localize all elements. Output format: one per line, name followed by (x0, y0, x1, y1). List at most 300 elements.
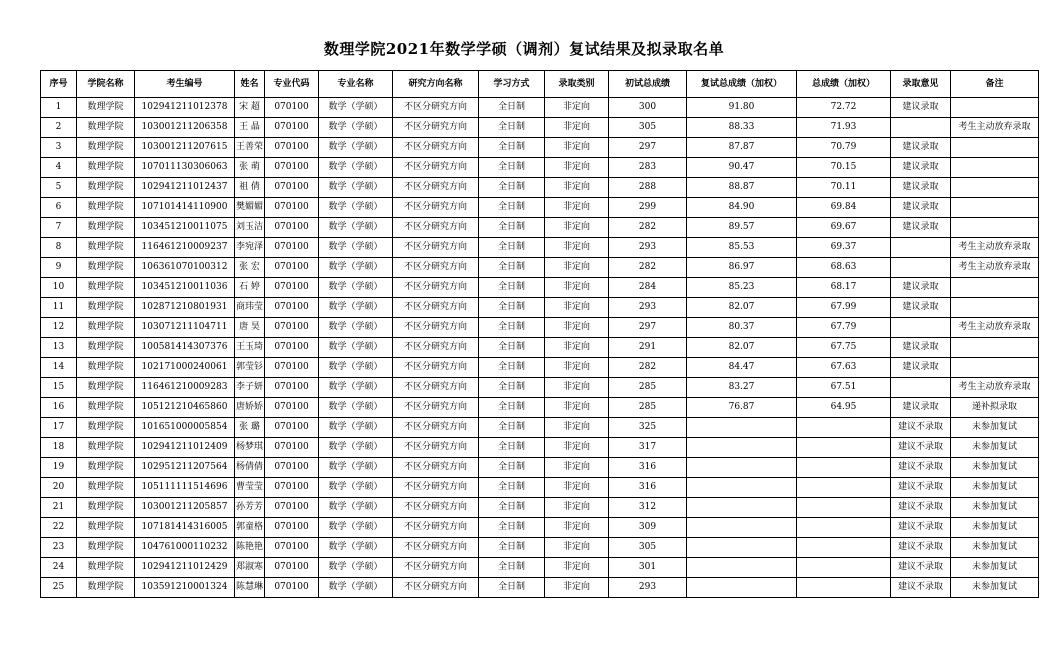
table-cell: 070100 (265, 558, 319, 578)
table-cell: 数学（学硕） (319, 238, 393, 258)
table-cell: 数理学院 (77, 338, 135, 358)
column-header: 初试总成绩 (609, 71, 687, 98)
table-cell: 不区分研究方向 (393, 258, 479, 278)
table-cell: 72.72 (797, 98, 891, 118)
table-cell: 全日制 (479, 478, 545, 498)
table-cell: 张 萌 (235, 158, 265, 178)
table-cell: 不区分研究方向 (393, 178, 479, 198)
table-cell: 未参加复试 (951, 498, 1039, 518)
column-header: 研究方向名称 (393, 71, 479, 98)
table-cell: 数理学院 (77, 518, 135, 538)
table-cell: 未参加复试 (951, 578, 1039, 598)
table-cell: 数学（学硕） (319, 338, 393, 358)
table-cell: 070100 (265, 458, 319, 478)
table-cell: 67.51 (797, 378, 891, 398)
table-cell: 非定向 (545, 498, 609, 518)
table-cell (797, 518, 891, 538)
table-cell: 全日制 (479, 458, 545, 478)
table-cell (687, 478, 797, 498)
table-cell: 全日制 (479, 238, 545, 258)
table-cell: 全日制 (479, 498, 545, 518)
table-cell: 数理学院 (77, 438, 135, 458)
table-cell: 全日制 (479, 378, 545, 398)
table-cell: 数理学院 (77, 278, 135, 298)
table-cell: 102951211207564 (135, 458, 235, 478)
table-cell: 不区分研究方向 (393, 138, 479, 158)
table-cell: 070100 (265, 498, 319, 518)
table-cell: 不区分研究方向 (393, 298, 479, 318)
table-cell (891, 238, 951, 258)
table-cell: 数学（学硕） (319, 458, 393, 478)
table-cell: 070100 (265, 98, 319, 118)
table-cell: 未参加复试 (951, 558, 1039, 578)
table-cell: 不区分研究方向 (393, 438, 479, 458)
table-cell: 291 (609, 338, 687, 358)
table-cell: 297 (609, 138, 687, 158)
table-cell: 103451210011036 (135, 278, 235, 298)
table-cell: 郭莹钐 (235, 358, 265, 378)
table-cell: 全日制 (479, 258, 545, 278)
table-cell (797, 538, 891, 558)
table-cell: 建议录取 (891, 358, 951, 378)
column-header: 学习方式 (479, 71, 545, 98)
table-cell: 317 (609, 438, 687, 458)
table-cell: 建议不录取 (891, 518, 951, 538)
table-cell: 21 (41, 498, 77, 518)
table-cell: 100581414307376 (135, 338, 235, 358)
table-cell: 数理学院 (77, 358, 135, 378)
column-header: 姓名 (235, 71, 265, 98)
table-cell: 考生主动放弃录取 (951, 238, 1039, 258)
table-cell: 070100 (265, 478, 319, 498)
table-cell: 8 (41, 238, 77, 258)
table-cell: 不区分研究方向 (393, 478, 479, 498)
table-cell: 唐 昊 (235, 318, 265, 338)
table-cell: 数学（学硕） (319, 378, 393, 398)
table-cell: 293 (609, 298, 687, 318)
table-cell: 不区分研究方向 (393, 278, 479, 298)
table-cell: 25 (41, 578, 77, 598)
table-row (41, 238, 1039, 258)
column-header: 专业名称 (319, 71, 393, 98)
table-cell (797, 558, 891, 578)
table-cell: 考生主动放弃录取 (951, 258, 1039, 278)
table-cell: 数理学院 (77, 458, 135, 478)
table-cell: 106361070100312 (135, 258, 235, 278)
table-cell: 未参加复试 (951, 538, 1039, 558)
table-cell: 非定向 (545, 278, 609, 298)
table-cell: 非定向 (545, 118, 609, 138)
table-cell: 107101414110900 (135, 198, 235, 218)
table-cell: 数学（学硕） (319, 138, 393, 158)
table-cell: 祖 倩 (235, 178, 265, 198)
table-cell: 70.15 (797, 158, 891, 178)
table-cell: 107011130306063 (135, 158, 235, 178)
table-cell: 全日制 (479, 218, 545, 238)
admission-table (40, 70, 1039, 598)
table-cell: 19 (41, 458, 77, 478)
column-header: 学院名称 (77, 71, 135, 98)
table-cell: 070100 (265, 538, 319, 558)
table-cell: 数学（学硕） (319, 558, 393, 578)
table-cell: 2 (41, 118, 77, 138)
table-cell: 陈慧琳 (235, 578, 265, 598)
table-cell: 全日制 (479, 578, 545, 598)
table-cell: 非定向 (545, 318, 609, 338)
table-cell: 建议录取 (891, 198, 951, 218)
table-cell: 4 (41, 158, 77, 178)
table-cell: 不区分研究方向 (393, 518, 479, 538)
table-cell (951, 178, 1039, 198)
table-cell: 64.95 (797, 398, 891, 418)
table-cell: 数学（学硕） (319, 318, 393, 338)
table-cell: 建议录取 (891, 338, 951, 358)
table-cell: 数理学院 (77, 538, 135, 558)
table-cell (951, 358, 1039, 378)
table-cell: 数学（学硕） (319, 498, 393, 518)
table-cell (687, 578, 797, 598)
table-cell: 102871210801931 (135, 298, 235, 318)
table-cell: 102941211012437 (135, 178, 235, 198)
table-cell: 102941211012378 (135, 98, 235, 118)
table-cell: 非定向 (545, 358, 609, 378)
table-cell: 王玉琦 (235, 338, 265, 358)
table-cell: 非定向 (545, 198, 609, 218)
column-header: 复试总成绩（加权） (687, 71, 797, 98)
table-cell (687, 518, 797, 538)
table-cell: 数学（学硕） (319, 118, 393, 138)
table-cell: 14 (41, 358, 77, 378)
table-cell: 未参加复试 (951, 458, 1039, 478)
table-cell (797, 438, 891, 458)
table-cell: 刘玉洁 (235, 218, 265, 238)
table-cell: 数学（学硕） (319, 438, 393, 458)
table-cell: 全日制 (479, 538, 545, 558)
table-cell: 76.87 (687, 398, 797, 418)
table-cell: 数理学院 (77, 198, 135, 218)
table-cell: 全日制 (479, 198, 545, 218)
table-cell: 297 (609, 318, 687, 338)
table-cell: 070100 (265, 258, 319, 278)
table-cell: 非定向 (545, 558, 609, 578)
table-cell: 070100 (265, 578, 319, 598)
table-cell: 300 (609, 98, 687, 118)
table-cell: 82.07 (687, 338, 797, 358)
table-cell: 85.53 (687, 238, 797, 258)
table-cell: 建议录取 (891, 298, 951, 318)
table-cell: 305 (609, 118, 687, 138)
table-cell: 杨梦琪 (235, 438, 265, 458)
table-cell: 郭童格 (235, 518, 265, 538)
table-cell: 数理学院 (77, 258, 135, 278)
table-cell: 不区分研究方向 (393, 318, 479, 338)
table-cell (951, 218, 1039, 238)
table-cell: 312 (609, 498, 687, 518)
table-cell: 不区分研究方向 (393, 98, 479, 118)
table-cell: 建议录取 (891, 158, 951, 178)
table-row (41, 198, 1039, 218)
table-cell: 杨倩倩 (235, 458, 265, 478)
table-cell: 数学（学硕） (319, 298, 393, 318)
table-cell: 102941211012429 (135, 558, 235, 578)
table-cell: 285 (609, 378, 687, 398)
table-cell: 建议录取 (891, 98, 951, 118)
document-title: 数理学院2021年数学学硕（调剂）复试结果及拟录取名单 (323, 40, 725, 58)
table-cell: 070100 (265, 398, 319, 418)
table-row (41, 418, 1039, 438)
table-cell: 283 (609, 158, 687, 178)
table-cell: 305 (609, 538, 687, 558)
table-cell (951, 198, 1039, 218)
table-header-row (41, 71, 1039, 98)
table-cell: 全日制 (479, 298, 545, 318)
table-cell (797, 498, 891, 518)
table-cell: 6 (41, 198, 77, 218)
table-cell: 李子妍 (235, 378, 265, 398)
table-cell: 288 (609, 178, 687, 198)
table-cell: 不区分研究方向 (393, 218, 479, 238)
table-cell: 69.37 (797, 238, 891, 258)
table-row (41, 298, 1039, 318)
table-cell: 070100 (265, 158, 319, 178)
table-cell: 王 晶 (235, 118, 265, 138)
table-cell: 不区分研究方向 (393, 358, 479, 378)
table-cell: 全日制 (479, 358, 545, 378)
column-header: 考生编号 (135, 71, 235, 98)
table-cell: 23 (41, 538, 77, 558)
table-cell: 10 (41, 278, 77, 298)
table-cell: 不区分研究方向 (393, 158, 479, 178)
table-cell: 84.47 (687, 358, 797, 378)
table-cell: 数学（学硕） (319, 538, 393, 558)
table-cell: 全日制 (479, 318, 545, 338)
table-cell (891, 378, 951, 398)
table-cell: 89.57 (687, 218, 797, 238)
table-row (41, 478, 1039, 498)
table-cell: 数理学院 (77, 178, 135, 198)
table-cell: 全日制 (479, 178, 545, 198)
table-cell: 建议录取 (891, 218, 951, 238)
table-cell: 数理学院 (77, 158, 135, 178)
table-cell: 张 宏 (235, 258, 265, 278)
table-cell: 全日制 (479, 558, 545, 578)
table-cell: 070100 (265, 298, 319, 318)
table-cell: 陈艳艳 (235, 538, 265, 558)
table-cell: 唐娇娇 (235, 398, 265, 418)
table-cell: 张 璐 (235, 418, 265, 438)
table-cell: 数理学院 (77, 318, 135, 338)
table-cell: 建议录取 (891, 398, 951, 418)
table-row (41, 338, 1039, 358)
table-row (41, 498, 1039, 518)
table-cell: 102941211012409 (135, 438, 235, 458)
table-cell (687, 438, 797, 458)
table-cell: 数学（学硕） (319, 578, 393, 598)
table-cell (951, 338, 1039, 358)
table-body (41, 98, 1039, 598)
table-cell: 非定向 (545, 398, 609, 418)
table-cell: 非定向 (545, 518, 609, 538)
table-cell: 建议录取 (891, 138, 951, 158)
table-cell: 不区分研究方向 (393, 378, 479, 398)
table-cell: 不区分研究方向 (393, 538, 479, 558)
table-cell: 建议不录取 (891, 538, 951, 558)
table-cell: 全日制 (479, 518, 545, 538)
table-cell: 116461210009283 (135, 378, 235, 398)
table-cell: 293 (609, 238, 687, 258)
table-cell: 3 (41, 138, 77, 158)
table-cell: 103001211206358 (135, 118, 235, 138)
table-cell: 非定向 (545, 458, 609, 478)
table-cell: 070100 (265, 178, 319, 198)
table-cell: 考生主动放弃录取 (951, 318, 1039, 338)
table-cell: 全日制 (479, 338, 545, 358)
table-cell: 孙芳芳 (235, 498, 265, 518)
table-cell: 建议不录取 (891, 418, 951, 438)
table-cell: 数理学院 (77, 378, 135, 398)
table-cell: 王善荣 (235, 138, 265, 158)
table-cell: 数理学院 (77, 418, 135, 438)
table-cell: 数学（学硕） (319, 158, 393, 178)
table-cell: 数学（学硕） (319, 478, 393, 498)
table-cell: 103001211205857 (135, 498, 235, 518)
table-cell: 非定向 (545, 138, 609, 158)
table-cell: 数理学院 (77, 558, 135, 578)
table-cell: 不区分研究方向 (393, 198, 479, 218)
table-row (41, 398, 1039, 418)
table-cell: 24 (41, 558, 77, 578)
table-cell: 105111111514696 (135, 478, 235, 498)
table-cell: 84.90 (687, 198, 797, 218)
table-cell: 070100 (265, 358, 319, 378)
table-cell: 非定向 (545, 98, 609, 118)
table-row (41, 518, 1039, 538)
table-cell: 1 (41, 98, 77, 118)
table-cell (687, 498, 797, 518)
table-cell: 数理学院 (77, 298, 135, 318)
table-cell: 69.84 (797, 198, 891, 218)
table-cell: 建议不录取 (891, 478, 951, 498)
table-cell: 105121210465860 (135, 398, 235, 418)
table-row (41, 438, 1039, 458)
table-cell: 非定向 (545, 218, 609, 238)
table-cell: 数学（学硕） (319, 278, 393, 298)
table-cell: 88.87 (687, 178, 797, 198)
table-cell: 数学（学硕） (319, 178, 393, 198)
table-cell: 22 (41, 518, 77, 538)
table-cell: 不区分研究方向 (393, 498, 479, 518)
table-cell: 不区分研究方向 (393, 238, 479, 258)
table-cell (687, 558, 797, 578)
table-cell: 282 (609, 218, 687, 238)
table-cell: 建议录取 (891, 278, 951, 298)
table-cell (951, 98, 1039, 118)
table-cell: 建议录取 (891, 178, 951, 198)
table-cell: 不区分研究方向 (393, 578, 479, 598)
table-cell: 282 (609, 258, 687, 278)
table-row (41, 578, 1039, 598)
table-cell: 不区分研究方向 (393, 398, 479, 418)
table-cell: 非定向 (545, 258, 609, 278)
table-cell (797, 458, 891, 478)
table-cell: 107181414316005 (135, 518, 235, 538)
table-cell: 曹莹莹 (235, 478, 265, 498)
table-cell (951, 298, 1039, 318)
table-cell: 全日制 (479, 438, 545, 458)
table-cell: 070100 (265, 238, 319, 258)
table-cell: 070100 (265, 378, 319, 398)
table-cell: 数理学院 (77, 238, 135, 258)
table-cell: 104761000110232 (135, 538, 235, 558)
table-row (41, 258, 1039, 278)
table-cell: 70.79 (797, 138, 891, 158)
table-cell: 数学（学硕） (319, 398, 393, 418)
table-cell (951, 138, 1039, 158)
table-cell: 石 婷 (235, 278, 265, 298)
table-cell: 数理学院 (77, 498, 135, 518)
table-cell: 80.37 (687, 318, 797, 338)
table-cell: 20 (41, 478, 77, 498)
table-cell: 103451210011075 (135, 218, 235, 238)
table-cell: 299 (609, 198, 687, 218)
table-cell: 90.47 (687, 158, 797, 178)
table-cell: 不区分研究方向 (393, 458, 479, 478)
table-cell: 全日制 (479, 138, 545, 158)
table-cell: 070100 (265, 278, 319, 298)
table-cell: 数理学院 (77, 98, 135, 118)
table-cell: 樊媚媚 (235, 198, 265, 218)
table-cell: 数学（学硕） (319, 198, 393, 218)
table-cell: 数理学院 (77, 138, 135, 158)
table-cell: 87.87 (687, 138, 797, 158)
column-header: 录取意见 (891, 71, 951, 98)
table-cell (687, 538, 797, 558)
table-cell: 070100 (265, 338, 319, 358)
table-row (41, 458, 1039, 478)
table-cell: 103591210001324 (135, 578, 235, 598)
table-cell: 9 (41, 258, 77, 278)
table-cell: 284 (609, 278, 687, 298)
table-cell: 商玮莹 (235, 298, 265, 318)
table-cell: 宋 超 (235, 98, 265, 118)
table-cell: 考生主动放弃录取 (951, 118, 1039, 138)
table-row (41, 318, 1039, 338)
table-row (41, 378, 1039, 398)
table-cell: 282 (609, 358, 687, 378)
table-cell: 数理学院 (77, 218, 135, 238)
table-cell: 102171000240061 (135, 358, 235, 378)
table-row (41, 98, 1039, 118)
table-cell: 325 (609, 418, 687, 438)
table-cell: 全日制 (479, 398, 545, 418)
table-cell: 非定向 (545, 418, 609, 438)
table-cell: 建议不录取 (891, 438, 951, 458)
table-cell: 郑淑寒 (235, 558, 265, 578)
table-cell (891, 318, 951, 338)
table-row (41, 118, 1039, 138)
table-cell: 68.63 (797, 258, 891, 278)
table-cell: 86.97 (687, 258, 797, 278)
table-cell (797, 478, 891, 498)
column-header: 录取类别 (545, 71, 609, 98)
table-cell (951, 278, 1039, 298)
table-cell: 309 (609, 518, 687, 538)
table-cell: 不区分研究方向 (393, 558, 479, 578)
table-cell: 070100 (265, 218, 319, 238)
table-cell: 全日制 (479, 158, 545, 178)
table-cell (797, 578, 891, 598)
table-cell: 非定向 (545, 238, 609, 258)
